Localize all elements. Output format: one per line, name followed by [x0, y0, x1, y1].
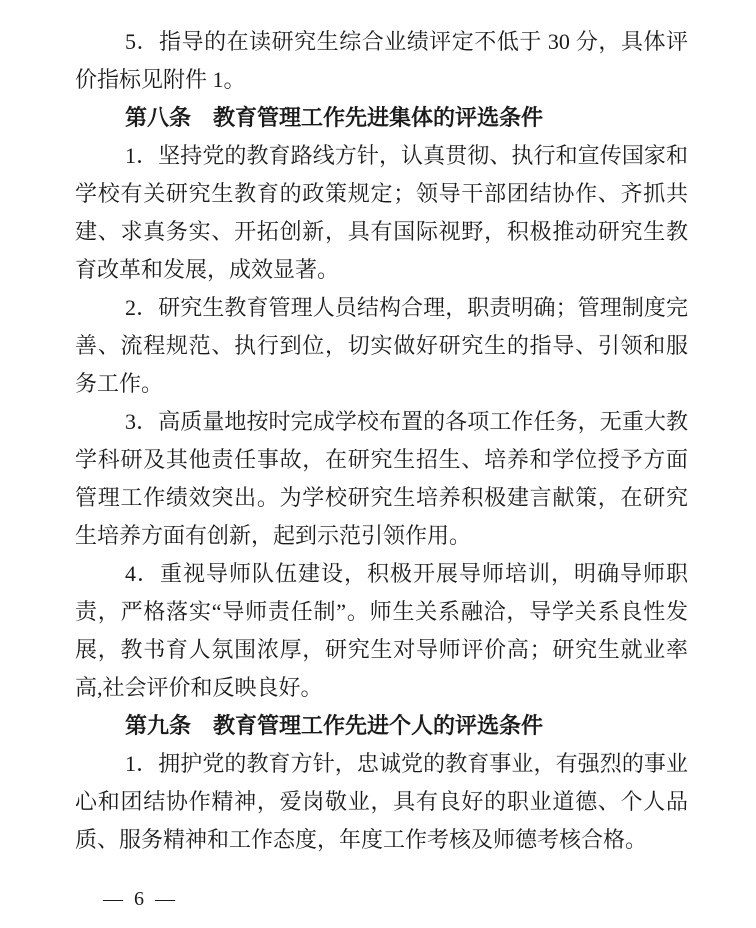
article-8-item-2: 2．研究生教育管理人员结构合理，职责明确；管理制度完善、流程规范、执行到位，切实做好研究生的指导、引领和服务工作。 [75, 295, 688, 396]
article-9-heading: 第九条 教育管理工作先进个人的评选条件 [125, 713, 544, 738]
document-body [75, 23, 688, 859]
paragraph-item5-continuation: 5．指导的在读研究生综合业绩评定不低于 30 分，具体评价指标见附件 1。 [75, 29, 688, 92]
page-number: — 6 — [103, 888, 178, 910]
article-8-item-1: 1．坚持党的教育路线方针，认真贯彻、执行和宣传国家和学校有关研究生教育的政策规定；领导干部团结协作、齐抓共建、求真务实、开拓创新，具有国际视野，积极推动研究生教育改革和发展，成效显著。 [75, 143, 688, 282]
article-8-heading: 第八条 教育管理工作先进集体的评选条件 [125, 105, 544, 130]
article-8-item-3: 3．高质量地按时完成学校布置的各项工作任务，无重大教学科研及其他责任事故，在研究生招生、培养和学位授予方面管理工作绩效突出。为学校研究生培养积极建言献策，在研究生培养方面有创新，起到示范引领作用。 [75, 409, 688, 548]
article-9-item-1: 1．拥护党的教育方针，忠诚党的教育事业，有强烈的事业心和团结协作精神，爱岗敬业，具有良好的职业道德、个人品质、服务精神和工作态度，年度工作考核及师德考核合格。 [75, 751, 688, 852]
article-8-item-4: 4．重视导师队伍建设，积极开展导师培训，明确导师职责，严格落实“导师责任制”。师生关系融洽，导学关系良性发展，教书育人氛围浓厚，研究生对导师评价高；研究生就业率高,社会评价和反映良好。 [75, 561, 688, 700]
